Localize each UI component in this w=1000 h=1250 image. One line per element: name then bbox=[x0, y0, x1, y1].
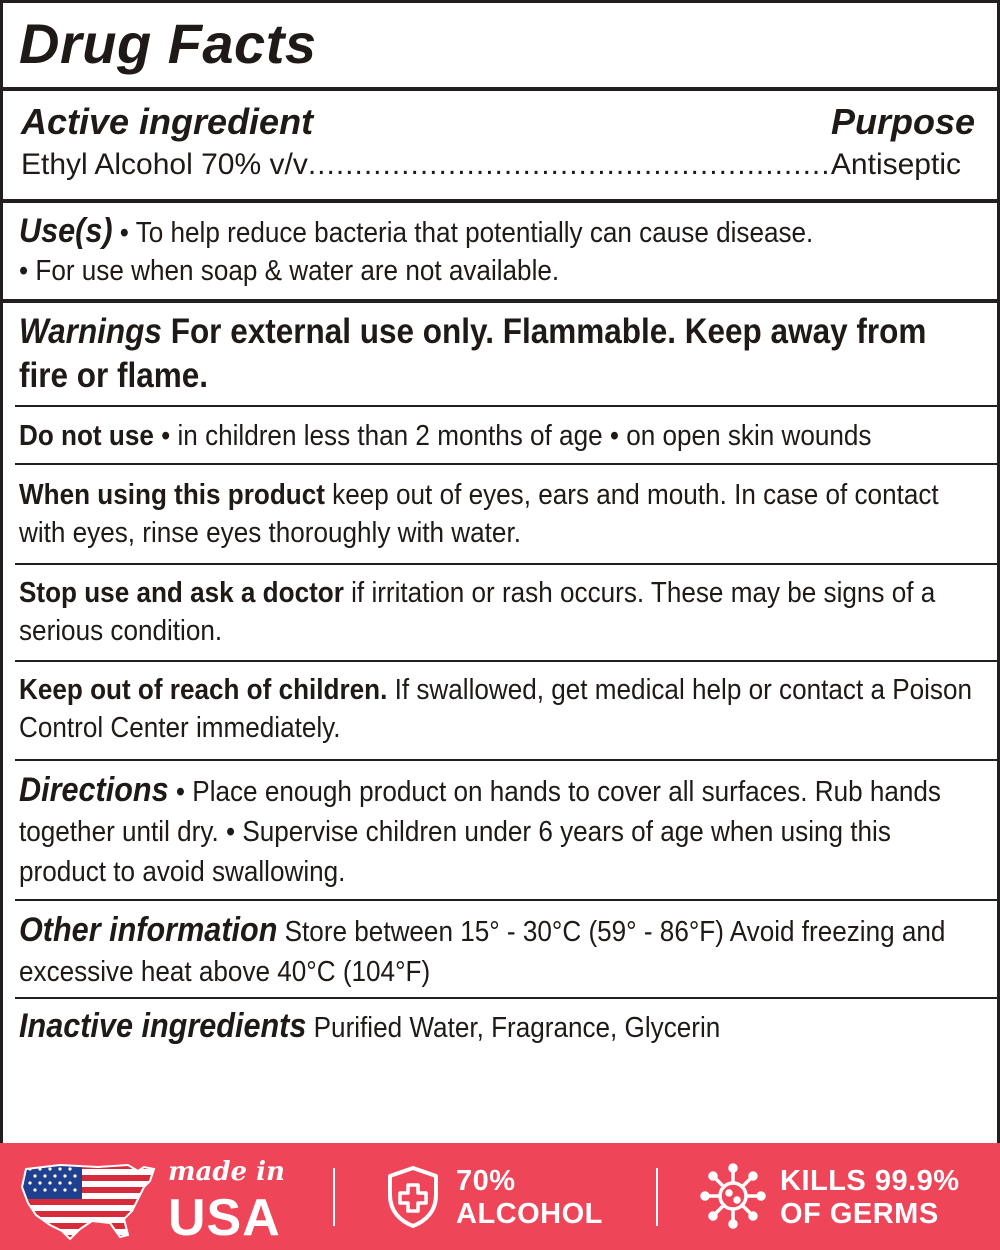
divider bbox=[3, 199, 997, 203]
active-ingredient-name: Ethyl Alcohol 70% v/v bbox=[21, 148, 308, 181]
usa-label: USA bbox=[168, 1189, 281, 1247]
alcohol-word: ALCOHOL bbox=[456, 1198, 603, 1230]
made-in-label: made in bbox=[168, 1157, 285, 1187]
keep-out-label: Keep out of reach of children. bbox=[19, 674, 388, 706]
shield-cross-icon bbox=[386, 1165, 440, 1229]
warnings-text: For external use only. Flammable. Keep away from fire or flame. bbox=[19, 312, 927, 395]
other-info-section bbox=[19, 910, 982, 992]
leader-dots bbox=[308, 148, 831, 182]
do-not-use-label: Do not use bbox=[19, 420, 154, 452]
divider bbox=[15, 463, 997, 465]
divider bbox=[15, 405, 997, 407]
feature-band bbox=[0, 1143, 1000, 1250]
stop-use-section bbox=[19, 574, 982, 650]
us-flag-map-icon bbox=[20, 1159, 160, 1241]
divider bbox=[15, 997, 997, 999]
stop-use-text: if irritation or rash occurs. These may be signs of a serious condition. bbox=[19, 577, 936, 647]
divider bbox=[3, 299, 997, 303]
inactive-text: Purified Water, Fragrance, Glycerin bbox=[306, 1012, 721, 1044]
purpose-header: Purpose bbox=[830, 101, 975, 142]
do-not-use-section bbox=[19, 417, 982, 455]
other-info-header: Other information bbox=[19, 911, 278, 949]
other-info-text: Store between 15° - 30°C (59° - 86°F) Avoid freezing and excessive heat above 40°C (104°F) bbox=[19, 916, 946, 988]
uses-header: Use(s) bbox=[19, 212, 113, 250]
directions-text: • Place enough product on hands to cover all surfaces. Rub hands together until dry. • Supervise children under 6 years of age when using this product to avoid swallowing. bbox=[19, 776, 941, 888]
keep-out-text: If swallowed, get medical help or contact a Poison Control Center immediately. bbox=[19, 674, 973, 744]
active-ingredient-header: Active ingredient bbox=[21, 101, 314, 142]
do-not-use-text: • in children less than 2 months of age • on open skin wounds bbox=[153, 420, 872, 452]
alcohol-percent: 70% bbox=[456, 1165, 516, 1197]
divider bbox=[3, 87, 997, 91]
when-using-text: keep out of eyes, ears and mouth. In case of contact with eyes, rinse eyes thoroughly with water. bbox=[19, 479, 939, 549]
page-title: Drug Facts bbox=[19, 12, 317, 75]
uses-section bbox=[19, 212, 982, 290]
warnings-header: Warnings bbox=[19, 312, 162, 351]
divider bbox=[15, 660, 997, 662]
inactive-header: Inactive ingredients bbox=[19, 1007, 307, 1045]
warnings-section bbox=[19, 310, 964, 398]
directions-header: Directions bbox=[19, 771, 169, 809]
uses-line-2: • For use when soap & water are not available. bbox=[19, 255, 560, 287]
when-using-section bbox=[19, 476, 982, 552]
stop-use-label: Stop use and ask a doctor bbox=[19, 577, 344, 609]
active-ingredient-purpose: Antiseptic bbox=[830, 148, 961, 181]
divider bbox=[15, 759, 997, 761]
directions-section bbox=[19, 770, 982, 892]
kills-line-2: OF GERMS bbox=[780, 1198, 939, 1230]
divider bbox=[333, 1168, 335, 1226]
inactive-section bbox=[19, 1007, 982, 1047]
divider bbox=[15, 563, 997, 565]
when-using-label: When using this product bbox=[19, 479, 325, 511]
active-ingredient-row bbox=[21, 148, 961, 182]
divider bbox=[656, 1168, 658, 1226]
divider bbox=[15, 899, 997, 901]
germ-icon bbox=[700, 1163, 766, 1229]
uses-line-1: • To help reduce bacteria that potentially can cause disease. bbox=[112, 217, 814, 249]
kills-line-1: KILLS 99.9% bbox=[780, 1165, 960, 1197]
keep-out-section bbox=[19, 671, 982, 747]
